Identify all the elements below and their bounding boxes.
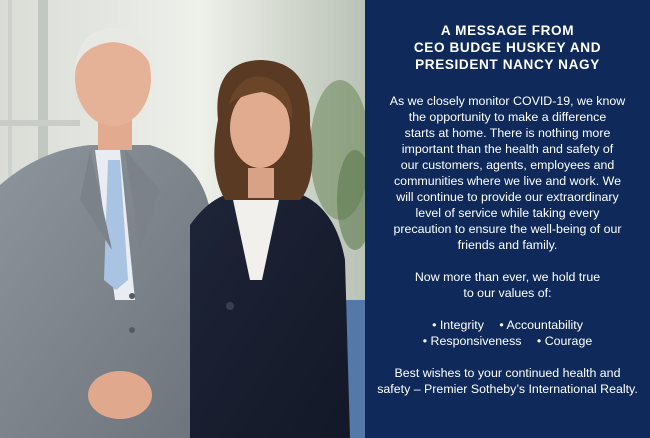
value-item: • Accountability (499, 318, 583, 332)
values-list (375, 317, 640, 349)
heading-line: CEO BUDGE HUSKEY AND (413, 40, 602, 55)
values-intro-line: Now more than ever, we hold true (414, 270, 601, 284)
message-body (375, 93, 640, 397)
closing-line: safety – Premier Sotheby’s International Realty. (377, 382, 638, 396)
message-line: our customers, agents, employees and (400, 158, 615, 172)
value-item: • Responsiveness (422, 334, 522, 348)
message-line: will continue to provide our extraordinary (396, 190, 619, 204)
heading-line: A MESSAGE FROM (440, 23, 575, 38)
message-panel (365, 0, 650, 438)
message-heading (375, 22, 640, 73)
message-line: As we closely monitor COVID-19, we know (389, 94, 626, 108)
value-item: • Courage (536, 334, 593, 348)
message-line: friends and family. (457, 238, 558, 252)
message-line: communities where we live and work. We (393, 174, 622, 188)
value-item: • Integrity (432, 318, 484, 332)
message-line: precaution to ensure the well-being of our (393, 222, 622, 236)
message-line: starts at home. There is nothing more (404, 126, 611, 140)
message-line: level of service while taking every (415, 206, 600, 220)
values-intro-line: to our values of: (463, 286, 552, 300)
message-line: important than the health and safety of (401, 142, 614, 156)
message-line: the opportunity to make a difference (408, 110, 607, 124)
heading-line: PRESIDENT NANCY NAGY (415, 57, 600, 72)
closing-line: Best wishes to your continued health and (394, 366, 621, 380)
